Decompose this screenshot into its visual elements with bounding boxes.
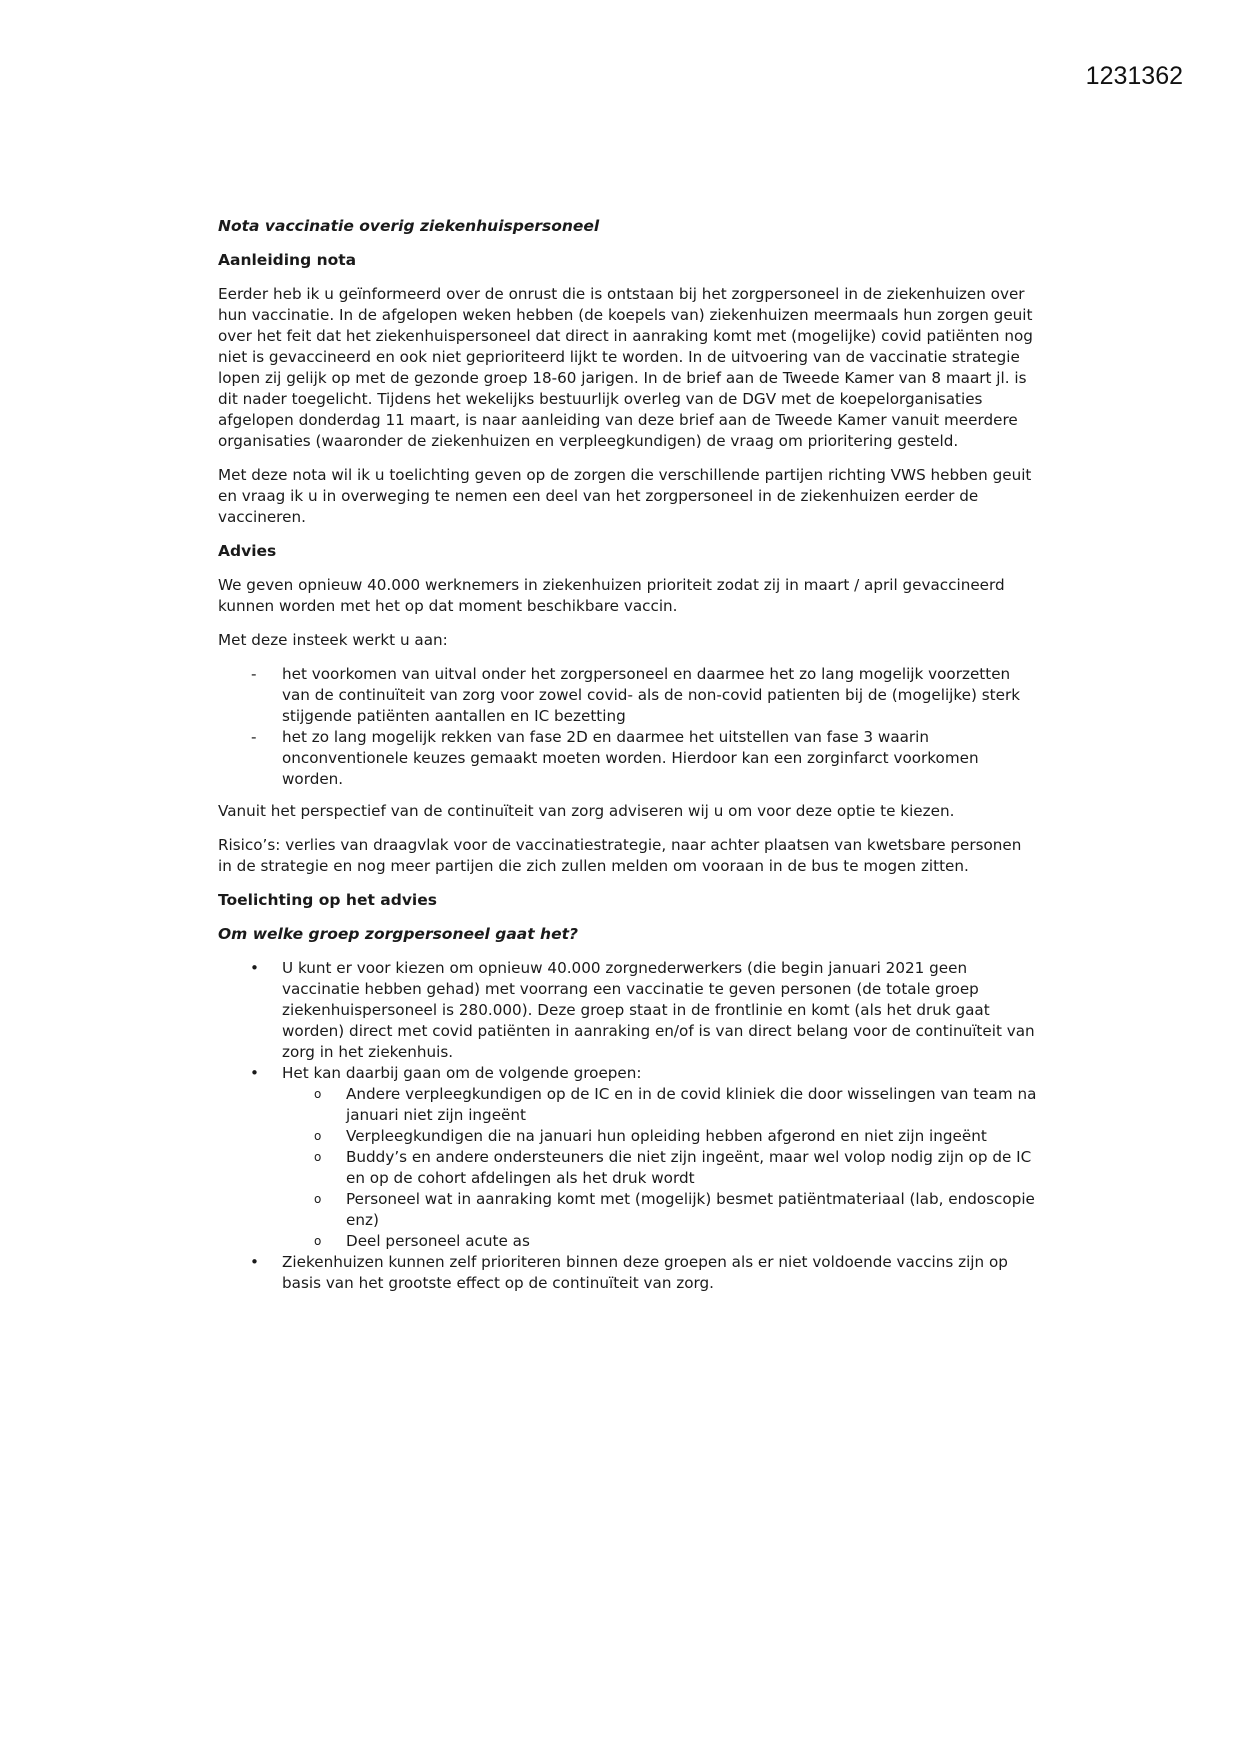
paragraph: Met deze insteek werkt u aan:: [218, 631, 448, 649]
heading-advies: Advies: [218, 542, 277, 560]
paragraph: Vanuit het perspectief van de continuïteit van zorg adviseren wij u om voor deze optie te kiezen.: [218, 802, 955, 820]
sub-list-item: o Deel personeel acute as: [282, 1231, 1038, 1252]
subheading-groep: Om welke groep zorgpersoneel gaat het?: [218, 925, 578, 943]
bullet-list: [218, 958, 1038, 1294]
paragraph: Risico’s: verlies van draagvlak voor de vaccinatiestrategie, naar achter plaatsen van kwetsbare personen in de strategie en nog meer partijen die zich zullen melden om vooraan in de bus te mogen zitten.: [218, 836, 1022, 875]
document-body: [218, 216, 1038, 1305]
heading-aanleiding: Aanleiding nota: [218, 251, 357, 269]
sub-list-item: o Verpleegkundigen die na januari hun opleiding hebben afgerond en niet zijn ingeënt: [282, 1126, 1038, 1147]
paragraph: Eerder heb ik u geïnformeerd over de onrust die is ontstaan bij het zorgpersoneel in de ziekenhuizen over hun vaccinatie. In de afgelopen weken hebben (de koepels van) ziekenhuizen meermaals hun zorgen geuit over het feit dat het ziekenhuispersoneel dat direct in aanraking komt met (mogelijke) covid patiënten nog niet is gevaccineerd en ook niet geprioriteerd lijkt te worden. In de uitvoering van de vaccinatie strategie lopen zij gelijk op met de gezonde groep 18-60 jarigen. In de brief aan de Tweede Kamer van 8 maart jl. is dit nader toegelicht. Tijdens het wekelijks bestuurlijk overleg van de DGV met de koepelorganisaties afgelopen donderdag 11 maart, is naar aanleiding van deze brief aan de Tweede Kamer vanuit meerdere organisaties (waaronder de ziekenhuizen en verpleegkundigen) de vraag om prioritering gesteld.: [218, 285, 1033, 450]
heading-toelichting: Toelichting op het advies: [218, 891, 437, 909]
list-item: - het zo lang mogelijk rekken van fase 2D en daarmee het uitstellen van fase 3 waarin onconventionele keuzes gemaakt moeten worden. Hierdoor kan een zorginfarct voorkomen worden.: [218, 727, 1038, 790]
document-title: Nota vaccinatie overig ziekenhuispersoneel: [218, 217, 600, 235]
list-item: • Ziekenhuizen kunnen zelf prioriteren binnen deze groepen als er niet voldoende vaccins zijn op basis van het grootste effect op de continuïteit van zorg.: [218, 1252, 1038, 1294]
paragraph: We geven opnieuw 40.000 werknemers in ziekenhuizen prioriteit zodat zij in maart / april gevaccineerd kunnen worden met het op dat moment beschikbare vaccin.: [218, 576, 1005, 615]
list-item: • U kunt er voor kiezen om opnieuw 40.000 zorgnederwerkers (die begin januari 2021 geen vaccinatie hebben gehad) met voorrang een vaccinatie te geven personen (de totale groep ziekenhuispersoneel is 280.000). Deze groep staat in de frontlinie en komt (als het druk gaat worden) direct met covid patiënten in aanraking en/of is van direct belang voor de continuïteit van zorg in het ziekenhuis.: [218, 958, 1038, 1063]
dash-list: [218, 664, 1038, 790]
document-number: 1231362: [1085, 62, 1183, 90]
sub-list: [282, 1084, 1038, 1252]
sub-list-item: o Buddy’s en andere ondersteuners die niet zijn ingeënt, maar wel volop nodig zijn op de IC en op de cohort afdelingen als het druk wordt: [282, 1147, 1038, 1189]
list-item: - het voorkomen van uitval onder het zorgpersoneel en daarmee het zo lang mogelijk voorzetten van de continuïteit van zorg voor zowel covid- als de non-covid patienten bij de (mogelijke) sterk stijgende patiënten aantallen en IC bezetting: [218, 664, 1038, 727]
list-item: [218, 1063, 1038, 1252]
paragraph: Met deze nota wil ik u toelichting geven op de zorgen die verschillende partijen richting VWS hebben geuit en vraag ik u in overweging te nemen een deel van het zorgpersoneel in de ziekenhuizen eerder de vaccineren.: [218, 466, 1032, 526]
sub-list-item: o Andere verpleegkundigen op de IC en in de covid kliniek die door wisselingen van team na januari niet zijn ingeënt: [282, 1084, 1038, 1126]
sub-list-item: o Personeel wat in aanraking komt met (mogelijk) besmet patiëntmateriaal (lab, endoscopie enz): [282, 1189, 1038, 1231]
list-item-text: Het kan daarbij gaan om de volgende groepen:: [282, 1064, 642, 1082]
